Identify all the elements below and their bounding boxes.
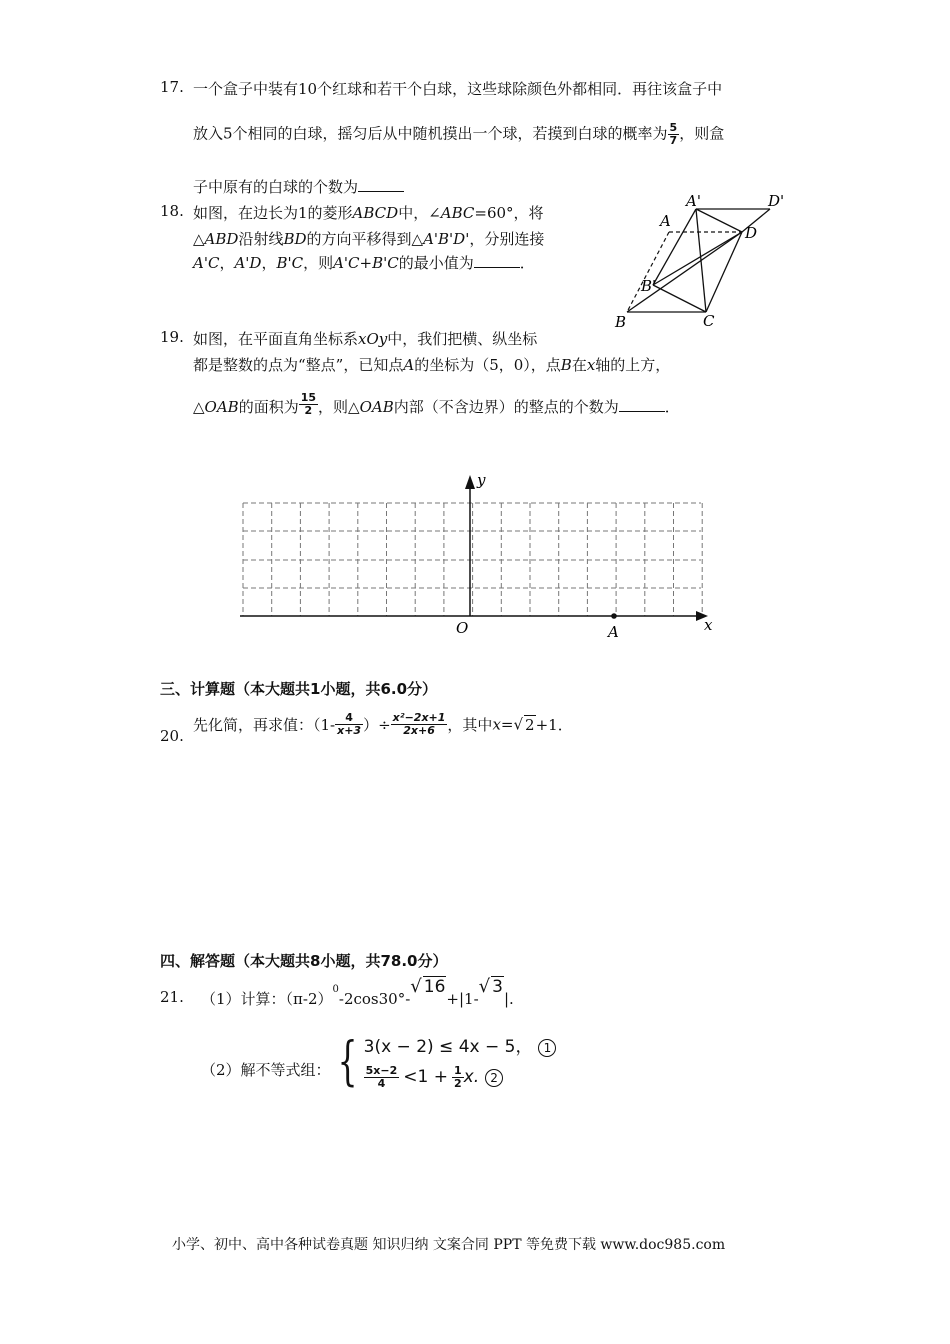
sqrt-radicand: 16 <box>423 977 446 997</box>
fraction-denominator: 2 <box>299 404 318 417</box>
circled-number-icon: 1 <box>538 1039 556 1057</box>
q17-text: ，则盒 <box>679 124 725 143</box>
q18-text: ， <box>261 254 277 272</box>
dashed-a-b <box>627 232 669 312</box>
q18-line3 <box>193 252 535 273</box>
q20-text: ，其中 <box>447 716 493 734</box>
q19-var: A <box>403 356 415 374</box>
inequality-2 <box>364 1062 557 1092</box>
q17-line1: 一个盒子中装有10个红球和若干个白球，这些球除颜色外都相同．再往该盒子中 <box>193 80 723 98</box>
fraction-numerator: 15 <box>300 391 317 404</box>
q19-text: 在 <box>571 356 587 374</box>
q19-text: 的坐标为（5，0），点 <box>414 356 561 374</box>
q17-number: 17. <box>160 78 184 96</box>
q19-text: △ <box>193 398 205 416</box>
label-a: A <box>660 212 671 230</box>
brace-icon: { <box>337 1032 358 1092</box>
ineq-fraction <box>364 1065 400 1090</box>
point-a <box>611 613 617 619</box>
answer-blank <box>619 397 665 412</box>
q18-line2 <box>193 228 544 249</box>
q17-text: 放入5个相同的白球，摇匀后从中随机摸出一个球，若摸到白球的概率为 <box>193 124 668 143</box>
section-3-heading: 三、计算题（本大题共1小题，共6.0分） <box>160 680 438 698</box>
x-axis-label: x <box>704 616 713 634</box>
fraction-numerator: 5 <box>669 121 678 134</box>
fraction-denominator: 2x+6 <box>391 724 448 737</box>
q20-number: 20. <box>160 727 184 745</box>
q21-number: 21. <box>160 988 184 1006</box>
q19-text: 中，我们把横、纵坐标 <box>387 330 538 348</box>
fraction-denominator: 7 <box>669 134 678 147</box>
q18-text: ，则 <box>303 254 334 272</box>
exponent: 0 <box>332 984 339 995</box>
q18-text: 沿射线 <box>238 230 284 248</box>
q18-rhombus-figure <box>605 190 805 335</box>
q19-var: OAB <box>359 398 394 416</box>
q20-text: ）÷ <box>363 716 391 734</box>
q19-var: xOy <box>358 330 388 348</box>
q17-text: 子中原有的白球的个数为 <box>193 178 359 196</box>
y-axis-label: y <box>477 471 486 489</box>
sqrt-radicand: 2 <box>525 716 535 734</box>
sqrt-symbol: √ <box>478 976 491 997</box>
fraction-numerator: 4 <box>345 711 353 724</box>
q19-number: 19. <box>160 328 184 346</box>
section-4-heading: 四、解答题（本大题共8小题，共78.0分） <box>160 952 448 970</box>
answer-blank <box>474 253 520 268</box>
q18-line1 <box>193 202 544 223</box>
q19-text: 如图，在平面直角坐标系 <box>193 330 359 348</box>
q20-fraction-2 <box>391 712 448 737</box>
q18-text: △ <box>193 230 205 248</box>
q19-var: OAB <box>204 398 239 416</box>
q21-text: |. <box>503 990 514 1008</box>
q19-var: B <box>560 356 572 374</box>
q18-text: ， <box>219 254 235 272</box>
ineq-fraction-half <box>452 1065 464 1090</box>
point-a-label: A <box>608 623 619 641</box>
inequality-text: 3(x − 2) ≤ 4x − 5， <box>363 1037 533 1057</box>
q18-text: 中，∠ <box>398 204 441 222</box>
q20-line <box>193 712 573 737</box>
sqrt-symbol: √ <box>513 715 524 734</box>
fraction-numerator: 5x−2 <box>365 1064 398 1077</box>
q18-var: B'C <box>276 254 304 272</box>
q19-text: ． <box>664 398 680 416</box>
q19-text: 的面积为 <box>238 398 299 416</box>
edge-b-d <box>627 232 742 312</box>
sqrt-radicand: 3 <box>492 977 503 997</box>
q18-text: 的最小值为 <box>398 254 474 272</box>
q19-line3 <box>193 392 680 417</box>
label-d-prime: D' <box>768 192 785 210</box>
dashed-grid <box>243 503 702 616</box>
q19-var: x <box>586 356 596 374</box>
fraction-denominator: 2 <box>453 1077 462 1090</box>
q19-line1 <box>193 328 537 349</box>
q19-text: 都是整数的点为“整点”，已知点 <box>193 356 404 374</box>
label-c: C <box>703 312 715 330</box>
q21-text: +|1- <box>446 990 479 1008</box>
q20-fraction-1 <box>335 712 363 737</box>
fraction-numerator: x²−2x+1 <box>392 711 446 724</box>
inequality-text: x. <box>463 1067 480 1087</box>
y-axis-arrow-icon <box>465 475 475 489</box>
q18-var: A'C <box>193 254 220 272</box>
label-b: B <box>615 313 627 331</box>
q19-text: 内部（不含边界）的整点的个数为 <box>393 398 619 416</box>
fraction-numerator: 1 <box>453 1064 462 1077</box>
q18-var: A'B'D' <box>423 230 470 248</box>
q19-text: 轴的上方， <box>595 356 671 374</box>
q20-text: +1． <box>535 716 573 734</box>
q18-var: ABC <box>440 204 475 222</box>
q19-text: ，则△ <box>318 398 360 416</box>
q18-var: ABCD <box>352 204 399 222</box>
label-b-prime: B' <box>641 277 657 295</box>
q18-text: 的方向平移得到△ <box>306 230 424 248</box>
edge-a1-d <box>696 209 742 232</box>
inequality-system <box>364 1032 557 1092</box>
sqrt-symbol: √ <box>410 976 422 997</box>
q17-probability-fraction <box>668 122 680 147</box>
page-footer: 小学、初中、高中各种试卷真题 知识归纳 文案合同 PPT 等免费下载 www.doc985.com <box>172 1237 726 1253</box>
fraction-denominator: 4 <box>364 1077 400 1090</box>
origin-label: O <box>456 619 469 637</box>
q21-text: （2）解不等式组： <box>201 1060 331 1079</box>
fraction-denominator: x+3 <box>337 724 362 737</box>
q18-var: A'D <box>234 254 262 272</box>
q20-var: x <box>492 715 501 734</box>
q18-number: 18. <box>160 202 184 220</box>
q18-var: ABD <box>204 230 239 248</box>
inequality-text: <1 + <box>403 1067 448 1087</box>
q19-line2 <box>193 354 670 375</box>
q21-part2 <box>201 1032 556 1092</box>
q18-text: ． <box>519 254 535 272</box>
label-a-prime: A' <box>686 192 701 210</box>
circled-number-icon: 2 <box>485 1069 503 1087</box>
label-d: D <box>745 224 758 242</box>
q20-text: = <box>500 715 514 734</box>
q18-text: ，分别连接 <box>469 230 545 248</box>
q21-text: （1）计算：（π-2） <box>201 990 333 1008</box>
q19-coordinate-grid <box>230 465 730 645</box>
edge-b1-d <box>653 232 742 285</box>
q19-area-fraction <box>299 392 318 417</box>
q18-var: BD <box>283 230 307 248</box>
answer-blank <box>358 177 404 192</box>
q17-line3 <box>193 176 404 197</box>
q21-text: -2cos30°- <box>338 990 411 1008</box>
q18-text: =60°，将 <box>474 204 544 222</box>
q18-var: A'C+B'C <box>333 254 399 272</box>
q18-text: 如图，在边长为1的菱形 <box>193 204 353 222</box>
q20-text: 先化简，再求值：（1- <box>193 716 336 734</box>
q17-line2 <box>193 122 724 147</box>
inequality-1 <box>364 1032 557 1062</box>
